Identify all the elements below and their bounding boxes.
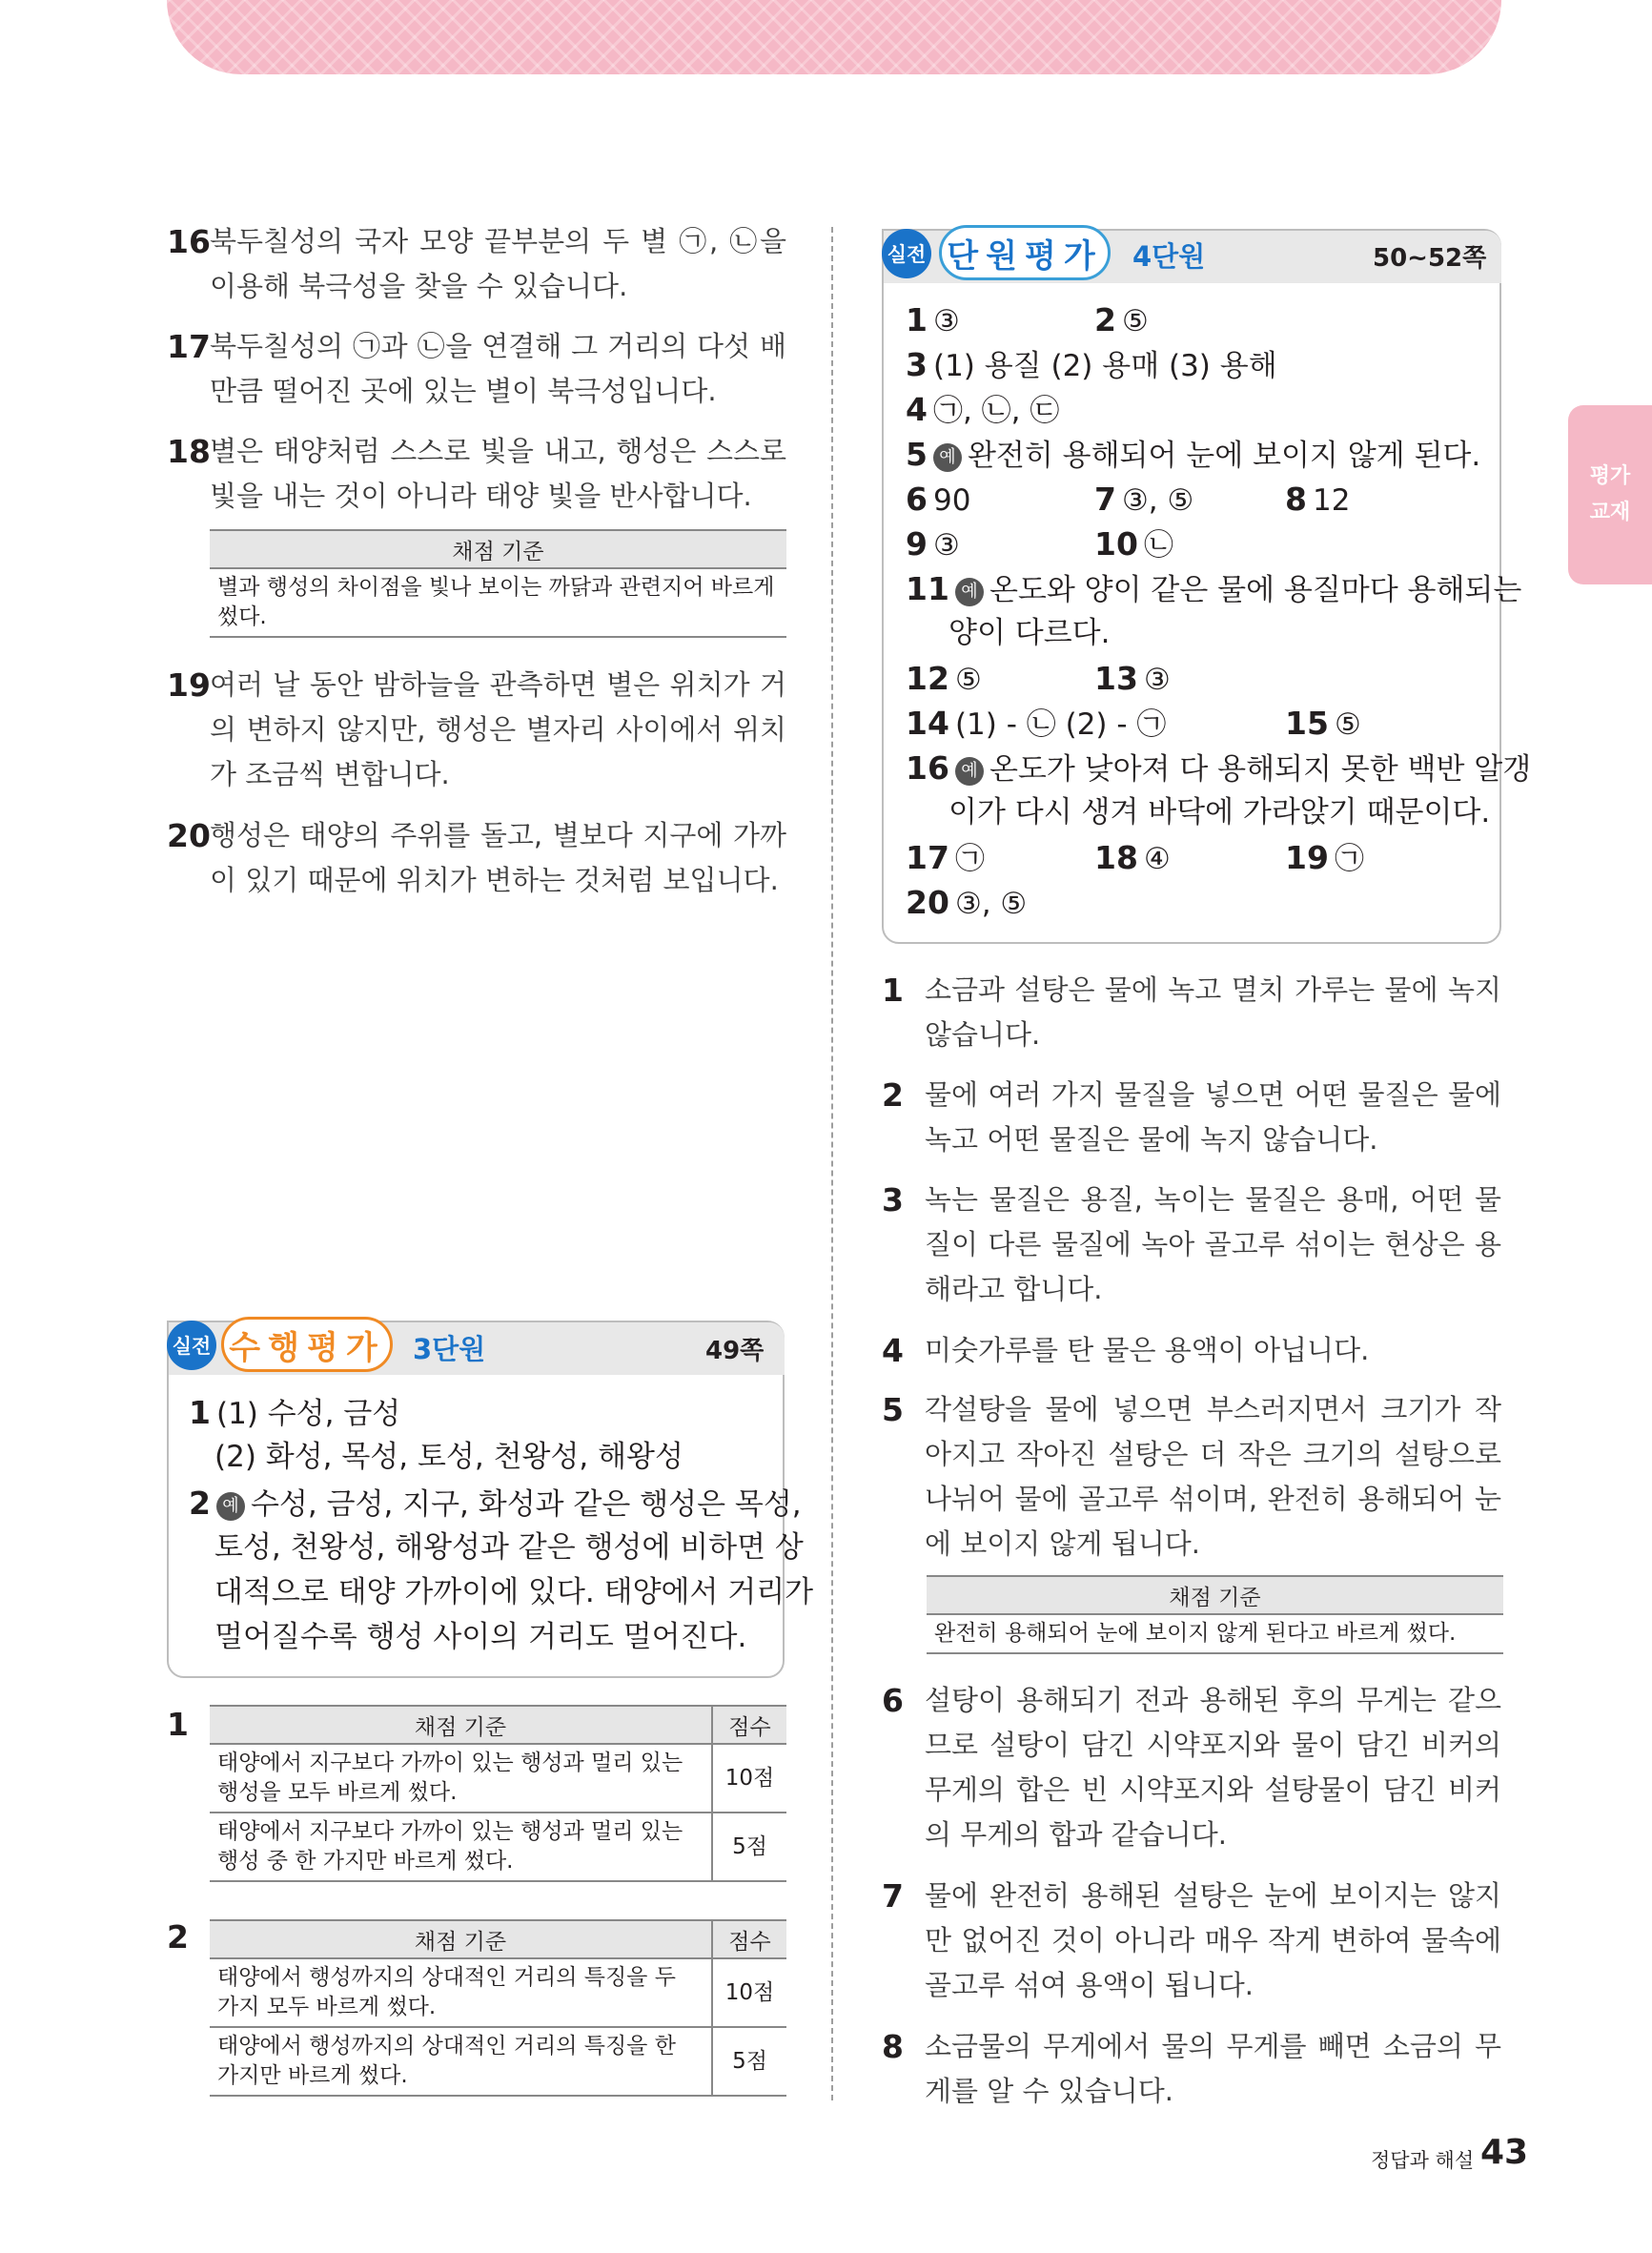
unit-answer: 양이 다르다.	[948, 616, 1111, 650]
unit-label: 3단원	[413, 1333, 486, 1365]
question-text: 북두칠성의 ㉠과 ㉡을 연결해 그 거리의 다섯 배만큼 떨어진 곳에 있는 별이 북극성입니다.	[210, 330, 786, 407]
unit-answer	[906, 297, 960, 344]
question-number: 19	[167, 666, 211, 704]
answer-number: 8	[1285, 481, 1307, 518]
answer-text: ⑤	[1334, 707, 1361, 742]
answer-text: ㉠	[1334, 842, 1364, 876]
question-text: 녹는 물질은 용질, 녹이는 물질은 용매, 어떤 물질이 다른 물질에 녹아 골고루 섞이는 현상은 용해라고 합니다.	[925, 1183, 1501, 1305]
unit-answer	[906, 566, 1521, 613]
answer-text: 수성, 금성, 지구, 화성과 같은 행성은 목성,	[250, 1487, 802, 1522]
answer-text: (1) - ㉡ (2) - ㉠	[954, 707, 1167, 742]
performance-title: 수행평가	[221, 1317, 393, 1372]
answer-text: ③	[932, 304, 960, 338]
practice-badge: 실전	[882, 229, 931, 278]
unit-answer	[906, 656, 982, 703]
answer-text: (1) 수성, 금성	[215, 1397, 401, 1431]
criteria-header: 채점 기준	[927, 1576, 1503, 1614]
answer-number: 17	[906, 839, 949, 876]
unit-assessment-title: 단원평가	[939, 225, 1111, 280]
criteria-number: 1	[167, 1706, 189, 1743]
answer-number: 4	[906, 391, 928, 428]
page-range: 49쪽	[705, 1337, 765, 1365]
side-tab-line-2: 교재	[1589, 501, 1631, 524]
question-text: 별은 태양처럼 스스로 빛을 내고, 행성은 스스로 빛을 내는 것이 아니라 태양 빛을 반사합니다.	[210, 435, 786, 512]
unit-answer	[906, 432, 1480, 479]
example-icon: 예	[955, 757, 984, 786]
unit-answer	[906, 746, 1531, 792]
answer-text: 토성, 천왕성, 해왕성과 같은 행성에 비하면 상	[214, 1530, 804, 1565]
question-8	[882, 2024, 1501, 2114]
question-4	[882, 1328, 1501, 1373]
example-icon: 예	[216, 1492, 245, 1521]
criteria-row: 별과 행성의 차이점을 빛나 보이는 까닭과 관련지어 바르게 썼다.	[210, 568, 786, 637]
criteria-row: 태양에서 행성까지의 상대적인 거리의 특징을 두 가지 모두 바르게 썼다.	[210, 1958, 712, 2027]
answer-text: 완전히 용해되어 눈에 보이지 않게 된다.	[967, 439, 1481, 473]
answer-number: 11	[906, 570, 949, 607]
answer-number: 3	[906, 346, 928, 383]
answer-text: ⑤	[1121, 304, 1149, 338]
criteria-row: 태양에서 지구보다 가까이 있는 행성과 멀리 있는 행성을 모두 바르게 썼다.	[210, 1744, 712, 1813]
criteria-row: 태양에서 지구보다 가까이 있는 행성과 멀리 있는 행성 중 한 가지만 바르게 썼다.	[210, 1813, 712, 1881]
answer-number: 1	[906, 301, 928, 338]
question-18	[167, 429, 786, 519]
unit-answer	[906, 701, 1166, 748]
side-tab-line-1: 평가	[1589, 464, 1631, 488]
question-number: 2	[882, 1076, 904, 1114]
answer-text: ③, ⑤	[954, 887, 1028, 921]
unit-answer	[906, 522, 960, 568]
question-text: 행성은 태양의 주위를 돌고, 별보다 지구에 가까이 있기 때문에 위치가 변하는 것처럼 보입니다.	[210, 819, 786, 896]
answer-number: 7	[1094, 481, 1116, 518]
unit-answer	[1094, 656, 1171, 703]
answer-number: 15	[1285, 705, 1329, 742]
answer-text: 대적으로 태양 가까이에 있다. 태양에서 거리가	[214, 1575, 814, 1609]
question-text: 미숫가루를 탄 물은 용액이 아닙니다.	[925, 1334, 1370, 1366]
unit-answer	[1285, 835, 1364, 882]
column-divider	[831, 227, 833, 2100]
perf-answer-2	[189, 1481, 802, 1527]
question-text: 여러 날 동안 밤하늘을 관측하면 별은 위치가 거의 변하지 않지만, 행성은 별자리 사이에서 위치가 조금씩 변합니다.	[210, 668, 786, 790]
unit-answer	[906, 880, 1027, 927]
question-text: 소금물의 무게에서 물의 무게를 빼면 소금의 무게를 알 수 있습니다.	[925, 2030, 1501, 2107]
criteria-number: 2	[167, 1918, 189, 1956]
answer-text: ④	[1143, 842, 1171, 876]
example-icon: 예	[955, 578, 984, 606]
question-number: 20	[167, 817, 211, 854]
question-text: 물에 여러 가지 물질을 넣으면 어떤 물질은 물에 녹고 어떤 물질은 물에 녹지 않습니다.	[925, 1078, 1501, 1156]
criteria-header: 채점 기준	[210, 1706, 712, 1744]
answer-number: 1	[189, 1394, 211, 1431]
answer-number: 10	[1094, 525, 1138, 563]
question-text: 소금과 설탕은 물에 녹고 멸치 가루는 물에 녹지 않습니다.	[925, 973, 1501, 1051]
question-16	[167, 219, 786, 309]
answer-text: ③, ⑤	[1121, 483, 1194, 518]
criteria-header: 채점 기준	[210, 1920, 712, 1958]
question-number: 7	[882, 1877, 904, 1915]
question-6	[882, 1678, 1501, 1857]
answer-number: 2	[189, 1485, 211, 1522]
answer-number: 18	[1094, 839, 1138, 876]
answer-text: 온도와 양이 같은 물에 용질마다 용해되는	[989, 573, 1522, 607]
answer-number: 14	[906, 705, 949, 742]
practice-badge: 실전	[167, 1321, 216, 1370]
question-19	[167, 663, 786, 797]
answer-text: 12	[1312, 483, 1351, 518]
answer-text: ㉠, ㉡, ㉢	[932, 394, 1060, 428]
question-number: 8	[882, 2028, 904, 2065]
footer-label: 정답과 해설	[1371, 2149, 1475, 2172]
answer-number: 16	[906, 749, 949, 787]
example-icon: 예	[933, 443, 962, 472]
unit-answer	[906, 387, 1059, 434]
question-text: 북두칠성의 국자 모양 끝부분의 두 별 ㉠, ㉡을 이용해 북극성을 찾을 수 있습니다.	[210, 225, 786, 302]
unit-answer	[1094, 477, 1193, 523]
perf-criteria-table-2	[210, 1919, 786, 2097]
answer-number: 5	[906, 436, 928, 473]
unit-answer	[1285, 701, 1361, 748]
unit-answer	[906, 477, 970, 523]
question-number: 3	[882, 1181, 904, 1219]
score-cell: 10점	[712, 1958, 786, 2027]
question-number: 16	[167, 223, 211, 260]
answer-text: 90	[932, 483, 971, 518]
question-20	[167, 813, 786, 903]
score-header: 점수	[712, 1920, 786, 1958]
answer-number: 2	[1094, 301, 1116, 338]
question-text: 설탕이 용해되기 전과 용해된 후의 무게는 같으므로 설탕이 담긴 시약포지와 물이 담긴 비커의 무게의 합은 빈 시약포지와 설탕물이 담긴 비커의 무게의 합과 같습니다.	[925, 1684, 1501, 1851]
score-header: 점수	[712, 1706, 786, 1744]
question-number: 17	[167, 328, 211, 365]
perf-answer-2-line	[214, 1615, 746, 1660]
question-text: 각설탕을 물에 넣으면 부스러지면서 크기가 작아지고 작아진 설탕은 더 작은 크기의 설탕으로 나뉘어 물에 골고루 섞이며, 완전히 용해되어 눈에 보이지 않게 됩니다.	[925, 1393, 1501, 1560]
question-text: 물에 완전히 용해된 설탕은 눈에 보이지는 않지만 없어진 것이 아니라 매우 작게 변하여 물속에 골고루 섞여 용액이 됩니다.	[925, 1879, 1501, 2001]
perf-answer-1-2	[214, 1435, 683, 1480]
answer-number: 20	[906, 884, 949, 921]
question-17	[167, 324, 786, 414]
criteria-table-18	[210, 529, 786, 638]
unit-answer: 이가 다시 생겨 바닥에 가라앉기 때문이다.	[948, 795, 1491, 830]
unit-answer	[1094, 522, 1173, 568]
unit-answer	[1094, 297, 1149, 344]
perf-answer-2-line	[214, 1570, 813, 1615]
question-3	[882, 1178, 1501, 1312]
question-1	[882, 968, 1501, 1057]
criteria-row: 완전히 용해되어 눈에 보이지 않게 된다고 바르게 썼다.	[927, 1614, 1503, 1653]
answer-text: ㉠	[954, 842, 985, 876]
answer-text: ③	[1143, 663, 1171, 697]
criteria-header: 채점 기준	[210, 530, 786, 568]
side-tab	[1568, 405, 1652, 584]
criteria-table-5	[927, 1575, 1503, 1654]
score-cell: 5점	[712, 2027, 786, 2096]
answer-text: (2) 화성, 목성, 토성, 천왕성, 해왕성	[214, 1440, 683, 1474]
question-number: 1	[882, 972, 904, 1009]
perf-criteria-table-1	[210, 1705, 786, 1882]
answer-number: 13	[1094, 660, 1138, 697]
unit-answer	[906, 342, 1277, 389]
page-number: 43	[1480, 2133, 1529, 2172]
score-cell: 10점	[712, 1744, 786, 1813]
answer-text: (1) 용질 (2) 용매 (3) 용해	[932, 349, 1277, 383]
unit-answer	[1285, 477, 1350, 523]
perf-answer-2-line	[214, 1526, 804, 1570]
page-range: 50~52쪽	[1373, 244, 1487, 273]
answer-number: 19	[1285, 839, 1329, 876]
question-5	[882, 1387, 1501, 1567]
perf-answer-1	[189, 1390, 400, 1437]
answer-number: 9	[906, 525, 928, 563]
answer-text: 온도가 낮아져 다 용해되지 못한 백반 알갱	[989, 752, 1532, 787]
answer-text: ⑤	[954, 663, 982, 697]
question-number: 4	[882, 1332, 904, 1369]
answer-text: 멀어질수록 행성 사이의 거리도 멀어진다.	[214, 1620, 747, 1654]
criteria-row: 태양에서 행성까지의 상대적인 거리의 특징을 한 가지만 바르게 썼다.	[210, 2027, 712, 2096]
score-cell: 5점	[712, 1813, 786, 1881]
question-number: 5	[882, 1391, 904, 1428]
top-banner	[167, 0, 1501, 74]
question-number: 6	[882, 1682, 904, 1719]
unit-label: 4단원	[1132, 240, 1206, 273]
question-number: 18	[167, 433, 211, 470]
question-7	[882, 1874, 1501, 2008]
question-2	[882, 1073, 1501, 1162]
unit-answer	[1094, 835, 1171, 882]
answer-text: ③	[932, 528, 960, 563]
answer-text: ㉡	[1143, 528, 1173, 563]
unit-answer	[906, 835, 985, 882]
answer-number: 12	[906, 660, 949, 697]
answer-number: 6	[906, 481, 928, 518]
